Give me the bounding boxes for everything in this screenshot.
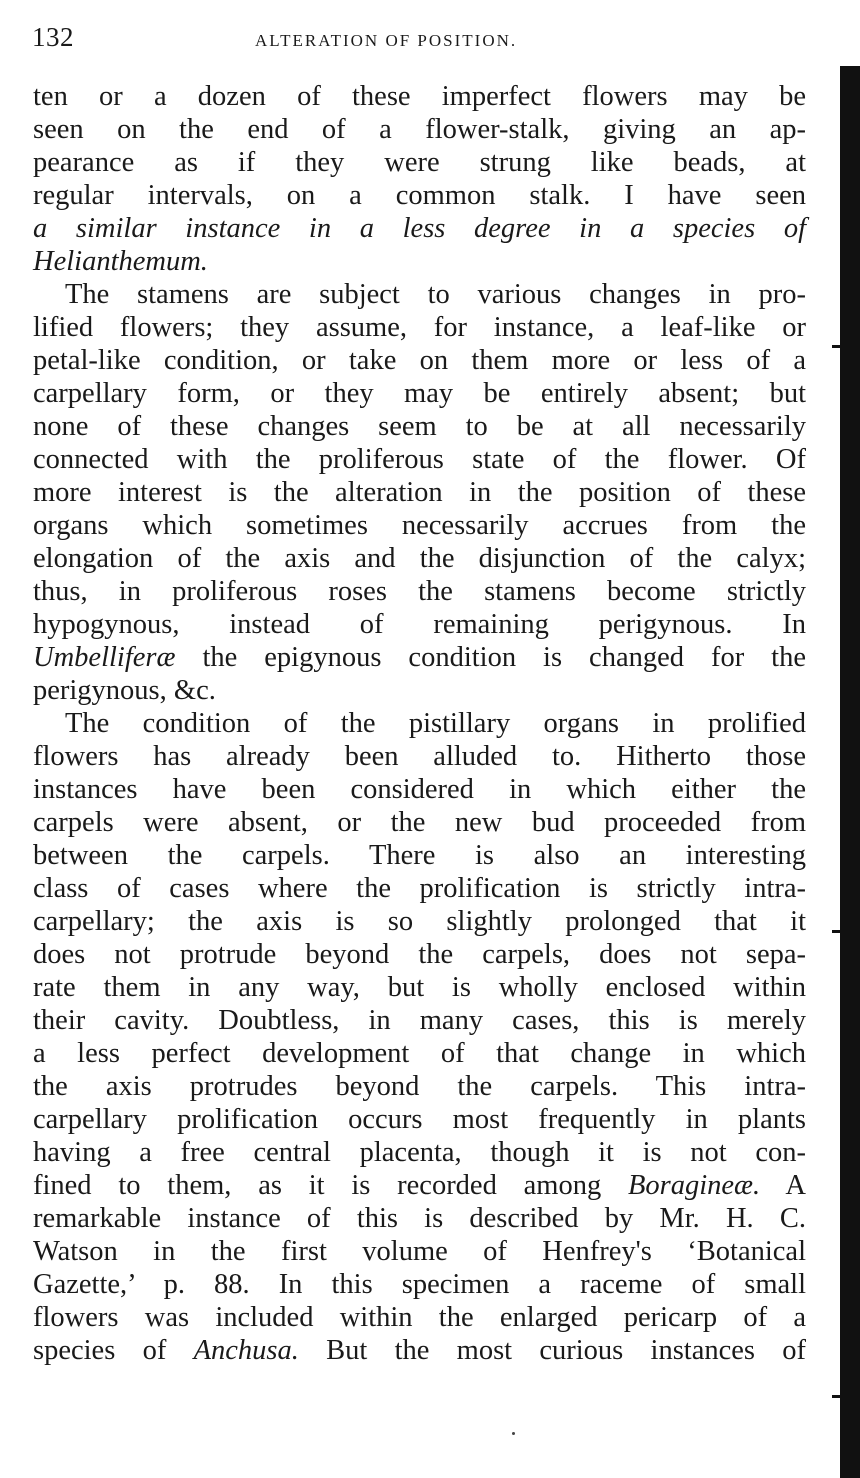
text-line: The stamens are subject to various changes in pro-	[65, 279, 806, 310]
text-line: carpellary form, or they may be entirely absent; but	[33, 378, 806, 409]
text-line: carpellary; the axis is so slightly prolonged that it	[33, 906, 806, 937]
body-text	[33, 80, 806, 1367]
text-line: Helianthemum.	[33, 246, 208, 277]
binding-notch	[832, 1395, 842, 1398]
text-line: does not protrude beyond the carpels, does not sepa-	[33, 939, 806, 970]
text-line: between the carpels. There is also an interesting	[33, 840, 806, 871]
text-line: connected with the proliferous state of the flower. Of	[33, 444, 806, 475]
text-line: flowers was included within the enlarged pericarp of a	[33, 1302, 806, 1333]
paper-speck	[512, 1432, 515, 1435]
text-line: a similar instance in a less degree in a species of	[33, 213, 806, 244]
page-number: 132	[32, 22, 74, 52]
text-line: having a free central placenta, though it is not con-	[33, 1137, 806, 1168]
text-line: fined to them, as it is recorded among Boragineæ. A	[33, 1170, 806, 1201]
text-line: their cavity. Doubtless, in many cases, this is merely	[33, 1005, 806, 1036]
text-line: organs which sometimes necessarily accrues from the	[33, 510, 806, 541]
text-line: thus, in proliferous roses the stamens become strictly	[33, 576, 806, 607]
text-line: more interest is the alteration in the position of these	[33, 477, 806, 508]
text-line: ten or a dozen of these imperfect flowers may be	[33, 81, 806, 112]
text-line: none of these changes seem to be at all necessarily	[33, 411, 806, 442]
binding-notch	[832, 345, 842, 348]
text-line: Watson in the first volume of Henfrey's ‘Botanical	[33, 1236, 806, 1267]
text-line: regular intervals, on a common stalk. I have seen	[33, 180, 806, 211]
text-line: the axis protrudes beyond the carpels. This intra-	[33, 1071, 806, 1102]
text-line: hypogynous, instead of remaining perigynous. In	[33, 609, 806, 640]
text-line: lified flowers; they assume, for instance, a leaf-like or	[33, 312, 806, 343]
running-head: ALTERATION OF POSITION.	[255, 31, 518, 50]
text-line: The condition of the pistillary organs in prolified	[65, 708, 806, 739]
text-line: carpellary prolification occurs most frequently in plants	[33, 1104, 806, 1135]
text-line: flowers has already been alluded to. Hitherto those	[33, 741, 806, 772]
text-line: petal-like condition, or take on them more or less of a	[33, 345, 806, 376]
text-line: perigynous, &c.	[33, 675, 216, 706]
text-line: carpels were absent, or the new bud proceeded from	[33, 807, 806, 838]
text-line: species of Anchusa. But the most curious instances of	[33, 1335, 806, 1366]
text-line: pearance as if they were strung like beads, at	[33, 147, 806, 178]
text-line: elongation of the axis and the disjunction of the calyx;	[33, 543, 806, 574]
text-line: rate them in any way, but is wholly enclosed within	[33, 972, 806, 1003]
text-line: a less perfect development of that change in which	[33, 1038, 806, 1069]
text-line: class of cases where the prolification is strictly intra-	[33, 873, 806, 904]
page-binding-edge	[840, 66, 860, 1478]
text-line: Umbelliferæ the epigynous condition is changed for the	[33, 642, 806, 673]
text-line: remarkable instance of this is described by Mr. H. C.	[33, 1203, 806, 1234]
text-line: seen on the end of a flower-stalk, giving an ap-	[33, 114, 806, 145]
text-line: Gazette,’ p. 88. In this specimen a raceme of small	[33, 1269, 806, 1300]
text-line: instances have been considered in which either the	[33, 774, 806, 805]
binding-notch	[832, 930, 842, 933]
